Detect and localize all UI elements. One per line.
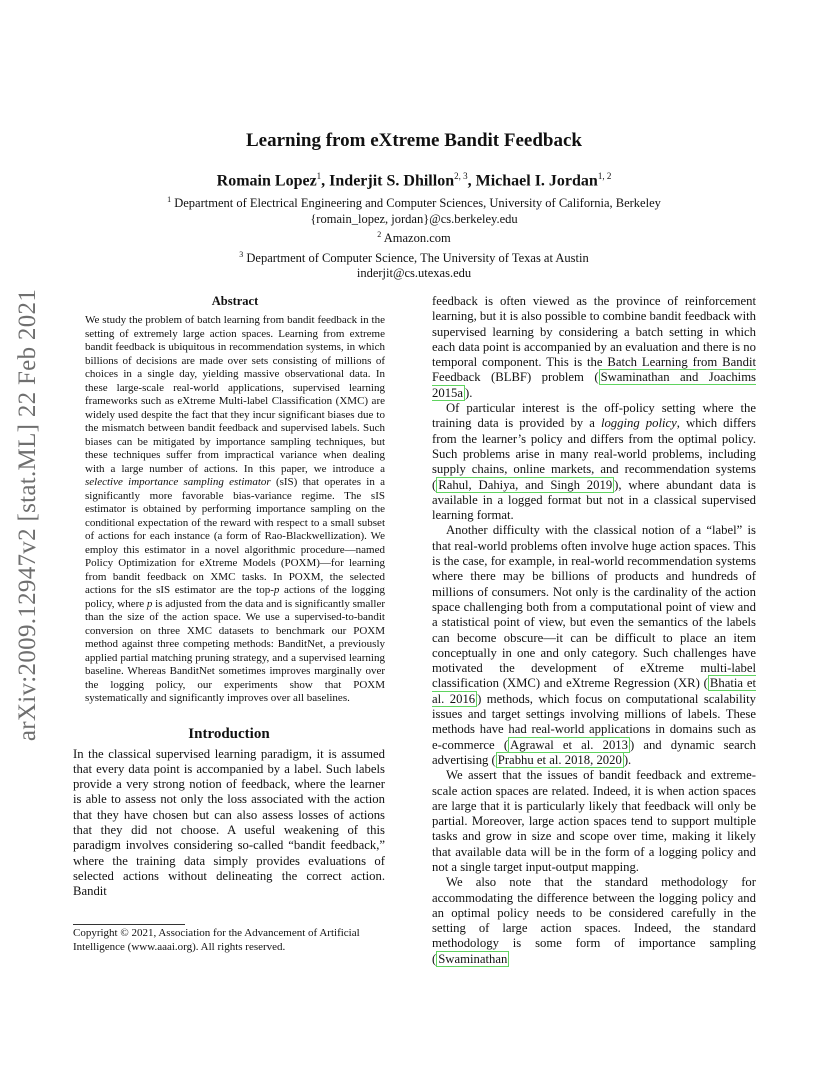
introduction-heading: Introduction [188, 725, 270, 742]
footnote-rule [73, 924, 185, 925]
copyright-footnote [73, 924, 385, 954]
affiliation-line: $^3$ Department of Computer Science, The University of Texas at Austin [239, 249, 589, 265]
citation-link[interactable]: Swaminathan [438, 951, 508, 966]
abstract-heading: Abstract [211, 294, 259, 308]
citation-link[interactable]: Prabhu et al. 2018, 2020 [497, 752, 622, 767]
affiliation-line: $^1$ Department of Electrical Engineering and Computer Sciences, University of California, Berkeley [167, 195, 661, 211]
footnote-text: Copyright © 2021, Association for the Advancement of Artificial Intelligence (www.aaai.org). All rights reserved. [73, 927, 360, 953]
body-paragraph: Of particular interest is the off-policy setting where the training data is provided by a logging policy, which differs from the learner’s policy and differs from the optimal policy. Such problems arise in many real-world problems, including supply chains, online markets, and recommendation systems ( Rahul, Dahiya, and Singh 2019 ), where abundant data is available in a logged format but not in a classical supervised learning format. [432, 401, 756, 523]
email-line: inderjit@cs.utexas.edu [356, 266, 472, 281]
author-list: Romain Lopez$^1$, Inderjit S. Dhillon$^{2, 3}$, Michael I. Jordan$^{1, 2}$ [216, 171, 612, 190]
left-column [73, 294, 385, 899]
citation-link[interactable]: Agrawal et al. 2013 [510, 737, 628, 752]
body-paragraph: We assert that the issues of bandit feedback and extreme-scale action spaces are related. Indeed, it is when action spaces are large that it is particularly likely that feedback will only be partial. Moreover, large action spaces tend to support multiple tasks and grow in size and scope over time, making it likely that available data will be in the form of a logging policy and not a single target input-output mapping. [432, 768, 756, 874]
citation-link[interactable]: Rahul, Dahiya, and Singh 2019 [438, 477, 613, 492]
right-column [432, 294, 756, 967]
author-affil-marker: 1 [316, 171, 322, 181]
author-name: Inderjit S. Dhillon [329, 172, 455, 190]
body-paragraph: We also note that the standard methodology for accommodating the difference between the logging policy and an optimal policy needs to be considered carefully in the setting of large action spaces. Indeed, the standard methodology is some form of importance sampling ( Swaminathan [432, 875, 756, 966]
citation-link[interactable]: Swaminathan and Joachims 2015a [432, 370, 756, 400]
paper-title: Learning from eXtreme Bandit Feedback [246, 130, 582, 151]
author-name: Romain Lopez [216, 172, 317, 190]
author-affil-marker: 2, 3 [454, 171, 468, 181]
email-line: {romain_lopez, jordan}@cs.berkeley.edu [310, 211, 518, 226]
author-affil-marker: 1, 2 [597, 171, 612, 181]
body-paragraph: feedback is often viewed as the province of reinforcement learning, but it is also possible to combine bandit feedback with supervised learning by considering a batch setting in which each data point is accompanied by an evaluation and there is no temporal component. This is the Batch Learning from Bandit Feedback (BLBF) problem ( Swaminathan and Joachims 2015a ). [432, 294, 756, 400]
introduction-paragraph: In the classical supervised learning paradigm, it is assumed that every data point is accompanied by a label. Such labels provide a very strong notion of feedback, where the learner is able to assess not only the loss associated with the action that they have chosen but can also assess losses of actions that they did not choose. A useful weakening of this paradigm involves considering so-called “bandit feedback,” where the training data simply provides evaluations of selected actions without delineating the correct action. Bandit [73, 746, 385, 899]
abstract-text: We study the problem of batch learning from bandit feedback in the setting of extremely large action spaces. Learning from extreme bandit feedback is ubiquitous in recommendation systems, in which billions of decisions are made over sets consisting of millions of choices in a single day, yielding massive observational data. In these large-scale real-world applications, supervised learning frameworks such as eXtreme Multi-label Classification (XMC) are widely used despite the fact that they incur significant biases due to the mismatch between bandit feedback and supervised labels. Such biases can be mitigated by importance sampling techniques, but these techniques suffer from impractical variance when dealing with a large number of actions. In this paper, we introduce a selective importance sampling estimator (sIS) that operates in a significantly more favorable bias-variance regime. The sIS estimator is obtained by performing importance sampling on the conditional expectation of the reward with respect to a small subset of actions for each instance (a form of Rao-Blackwellization). We employ this estimator in a novel algorithmic procedure—named Policy Optimization for eXtreme Models (POXM)—for learning from bandit feedback on XMC tasks. In POXM, the selected actions for the sIS estimator are the top-p actions of the logging policy, where p is adjusted from the data and is significantly smaller than the size of the action space. We use a supervised-to-bandit conversion on three XMC datasets to benchmark our POXM method against three competing methods: BanditNet, a previously applied partial matching pruning strategy, and a supervised learning baseline. Whereas BanditNet sometimes improves marginally over the logging policy, our experiments show that POXM systematically and significantly improves over all baselines. [85, 314, 385, 704]
affiliations [0, 192, 828, 282]
affiliation-line: $^2$ Amazon.com [377, 230, 451, 246]
arxiv-identifier [0, 280, 56, 750]
body-paragraph: Another difficulty with the classical notion of a “label” is that real-world problems often involve huge action spaces. This is the case, for example, in real-world recommendation systems where there may be billions of products and hundreds of millions of consumers. Not only is the cardinality of the action space challenging both from a computational point of view and a statistical point of view, but even the semantics of the labels can become obscure—it can be difficult to place an item conceptually in one and only category. Such challenges have motivated the development of eXtreme multi-label classification (XMC) and eXtreme Regression (XR) ( Bhatia et al. 2016 ) methods, which focus on computational scalability issues and target settings involving millions of labels. These methods have had real-world applications in domains such as e-commerce ( Agrawal et al. 2013 ) and dynamic search advertising ( Prabhu et al. 2018, 2020 ). [432, 523, 756, 767]
citation-link[interactable]: Bhatia et al. 2016 [432, 676, 756, 706]
author-name: Michael I. Jordan [475, 172, 598, 190]
arxiv-identifier-text: arXiv:2009.12947v2 [stat.ML] 22 Feb 2021 [14, 288, 41, 742]
